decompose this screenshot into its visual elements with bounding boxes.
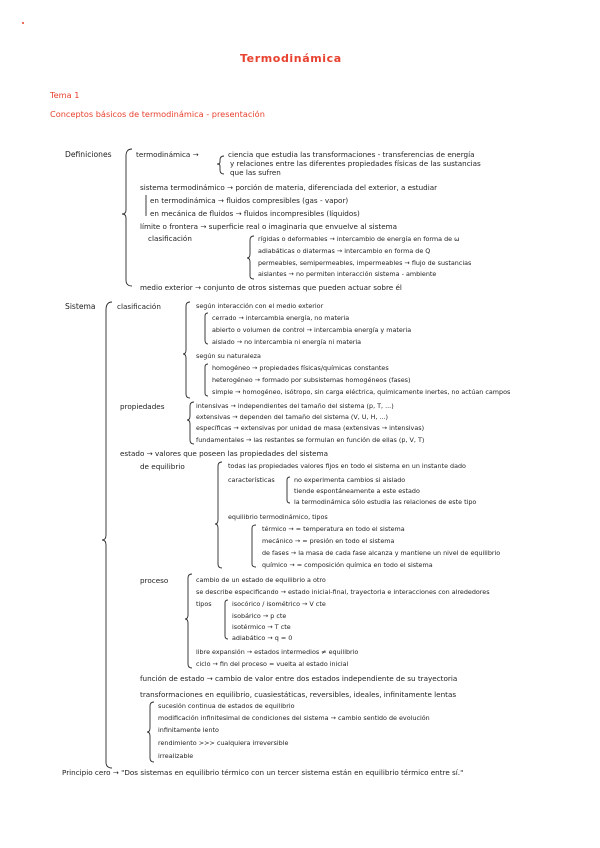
isocorico-def: isocórico / isométrico → V cte [232,600,326,608]
limite-frontera-def: límite o frontera → superficie real o imaginaria que envuelve al sistema [140,222,398,231]
sistema-clasificacion-label: clasificación [117,302,161,311]
equilibrio-quimico: químico → = composición química en todo el sistema [262,561,433,569]
sistema-label: Sistema [65,302,96,311]
equilibrio-tipos-label: equilibrio termodinámico, tipos [228,513,328,521]
intensivas-def: intensivas → independientes del tamaño del sistema (p, T, ...) [196,402,394,410]
frontera-clasif-3: permeables, semipermeables, impermeables → flujo de sustancias [258,259,472,267]
page-subtitle: Conceptos básicos de termodinámica - presentación [50,109,265,119]
de-equilibrio-label: de equilibrio [140,462,185,471]
definiciones-label: Definiciones [65,150,112,159]
sistema-brace [102,302,112,768]
equilibrio-mecanico: mecánico → = presión en todo el sistema [262,537,395,545]
termodinamica-term: termodinámica → [136,150,199,159]
sistema-termodinamico-def: sistema termodinámico → porción de materia, diferenciada del exterior, a estudiar [140,183,438,192]
equilibrio-termico: térmico → = temperatura en todo el sistema [262,525,405,533]
frontera-clasif-4: aislantes → no permiten interacción sistema - ambiente [258,270,437,278]
segun-interaccion: según interacción con el medio exterior [196,302,324,310]
propiedades-label: propiedades [120,402,165,411]
propiedades-brace [187,402,194,444]
termodinamica-def-1: ciencia que estudia las transformaciones - transferencias de energía [228,150,475,159]
tema-label: Tema 1 [50,90,80,100]
caracteristicas-brace [287,477,290,503]
funcion-estado-def: función de estado → cambio de valor entre dos estados independiente de su trayectoria [140,674,458,683]
transformacion-1: sucesión continua de estados de equilibrio [158,702,295,710]
transformacion-4: rendimiento >>> cualquiera irreversible [158,739,289,747]
estado-def: estado → valores que poseen las propiedades del sistema [120,449,329,458]
en-mecanica-def: en mecánica de fluidos → fluidos incompresibles (líquidos) [150,209,360,218]
caracteristica-3: la termodinámica sólo estudia las relaciones de este tipo [294,498,477,506]
proceso-def-2: se describe especificando → estado inicial-final, trayectoria e interacciones con alrededores [196,588,490,596]
medio-exterior-def: medio exterior → conjunto de otros sistemas que pueden actuar sobre él [140,283,402,292]
proceso-label: proceso [140,576,169,585]
definiciones-brace [122,149,132,286]
aislado-def: aislado → no intercambia ni energía ni materia [212,338,362,346]
caracteristicas-label: características [228,476,275,484]
transformacion-3: infinitamente lento [158,726,219,734]
especificas-def: específicas → extensivas por unidad de masa (extensivas → intensivas) [196,424,425,432]
interaccion-brace [205,313,208,344]
adiabatico-def: adiabático → q = 0 [232,634,293,642]
principio-cero: Principio cero → "Dos sistemas en equilibrio térmico con un tercer sistema están en equilibrio térmico entre sí." [62,768,464,777]
eq-tipos-brace [252,525,256,567]
naturaleza-brace [205,364,208,396]
libre-expansion-def: libre expansión → estados intermedios ≠ equilibrio [196,648,359,656]
transformacion-5: irrealizable [158,752,194,760]
termo-def-brace [217,156,224,174]
fundamentales-def: fundamentales → las restantes se formulan en función de ellas (p, V, T) [196,436,425,444]
isobarico-def: isobárico → p cte [232,612,287,620]
cerrado-def: cerrado → intercambia energía, no materia [212,314,350,322]
abierto-def: abierto o volumen de control → intercambia energía y materia [212,326,412,334]
frontera-clasificacion-label: clasificación [148,234,192,243]
transformaciones-def: transformaciones en equilibrio, cuasiestáticas, reversibles, ideales, infinitamente lentas [140,690,457,699]
simple-def: simple → homogéneo, isótropo, sin carga eléctrica, químicamente inertes, no actúan campos [212,388,511,396]
caracteristica-2: tiende espontáneamente a este estado [294,487,420,495]
caracteristica-1: no experimenta cambios si aislado [294,476,406,484]
ciclo-def: ciclo → fin del proceso = vuelta al estado inicial [196,660,349,668]
proceso-tipos-brace [225,600,228,639]
frontera-clasif-brace [247,236,254,279]
equilibrio-fases: de fases → la masa de cada fase alcanza y mantiene un nivel de equilibrio [262,549,501,557]
transformaciones-brace [147,702,154,762]
segun-naturaleza: según su naturaleza [196,352,261,360]
transformacion-2: modificación infinitesimal de condiciones del sistema → cambio sentido de evolución [158,714,430,722]
sistema-clasif-brace [183,302,190,398]
homogeneo-def: homogéneo → propiedades físicas/químicas constantes [212,364,389,372]
frontera-clasif-1: rígidas o deformables → intercambio de energía en forma de ω [258,235,460,243]
isotermico-def: isotérmico → T cte [232,623,291,631]
termodinamica-def-3: que las sufren [230,168,281,177]
termodinamica-def-2: y relaciones entre las diferentes propiedades físicas de las sustancias [230,159,481,168]
proceso-tipos-label: tipos [196,600,212,608]
heterogeneo-def: heterogéneo → formado por subsistemas homogéneos (fases) [212,376,411,384]
en-termodinamica-def: en termodinámica → fluidos compresibles (gas - vapor) [150,196,349,205]
equilibrio-brace [215,462,222,568]
proceso-brace [185,574,192,668]
extensivas-def: extensivas → dependen del tamaño del sistema (V, U, H, ...) [196,413,389,421]
equilibrio-def: todas las propiedades valores fijos en todo el sistema en un instante dado [228,462,466,470]
frontera-clasif-2: adiabáticas o diatermas → intercambio en forma de Q [258,247,431,255]
proceso-def-1: cambio de un estado de equilibrio a otro [196,576,326,584]
page-title: Termodinámica [240,52,342,65]
